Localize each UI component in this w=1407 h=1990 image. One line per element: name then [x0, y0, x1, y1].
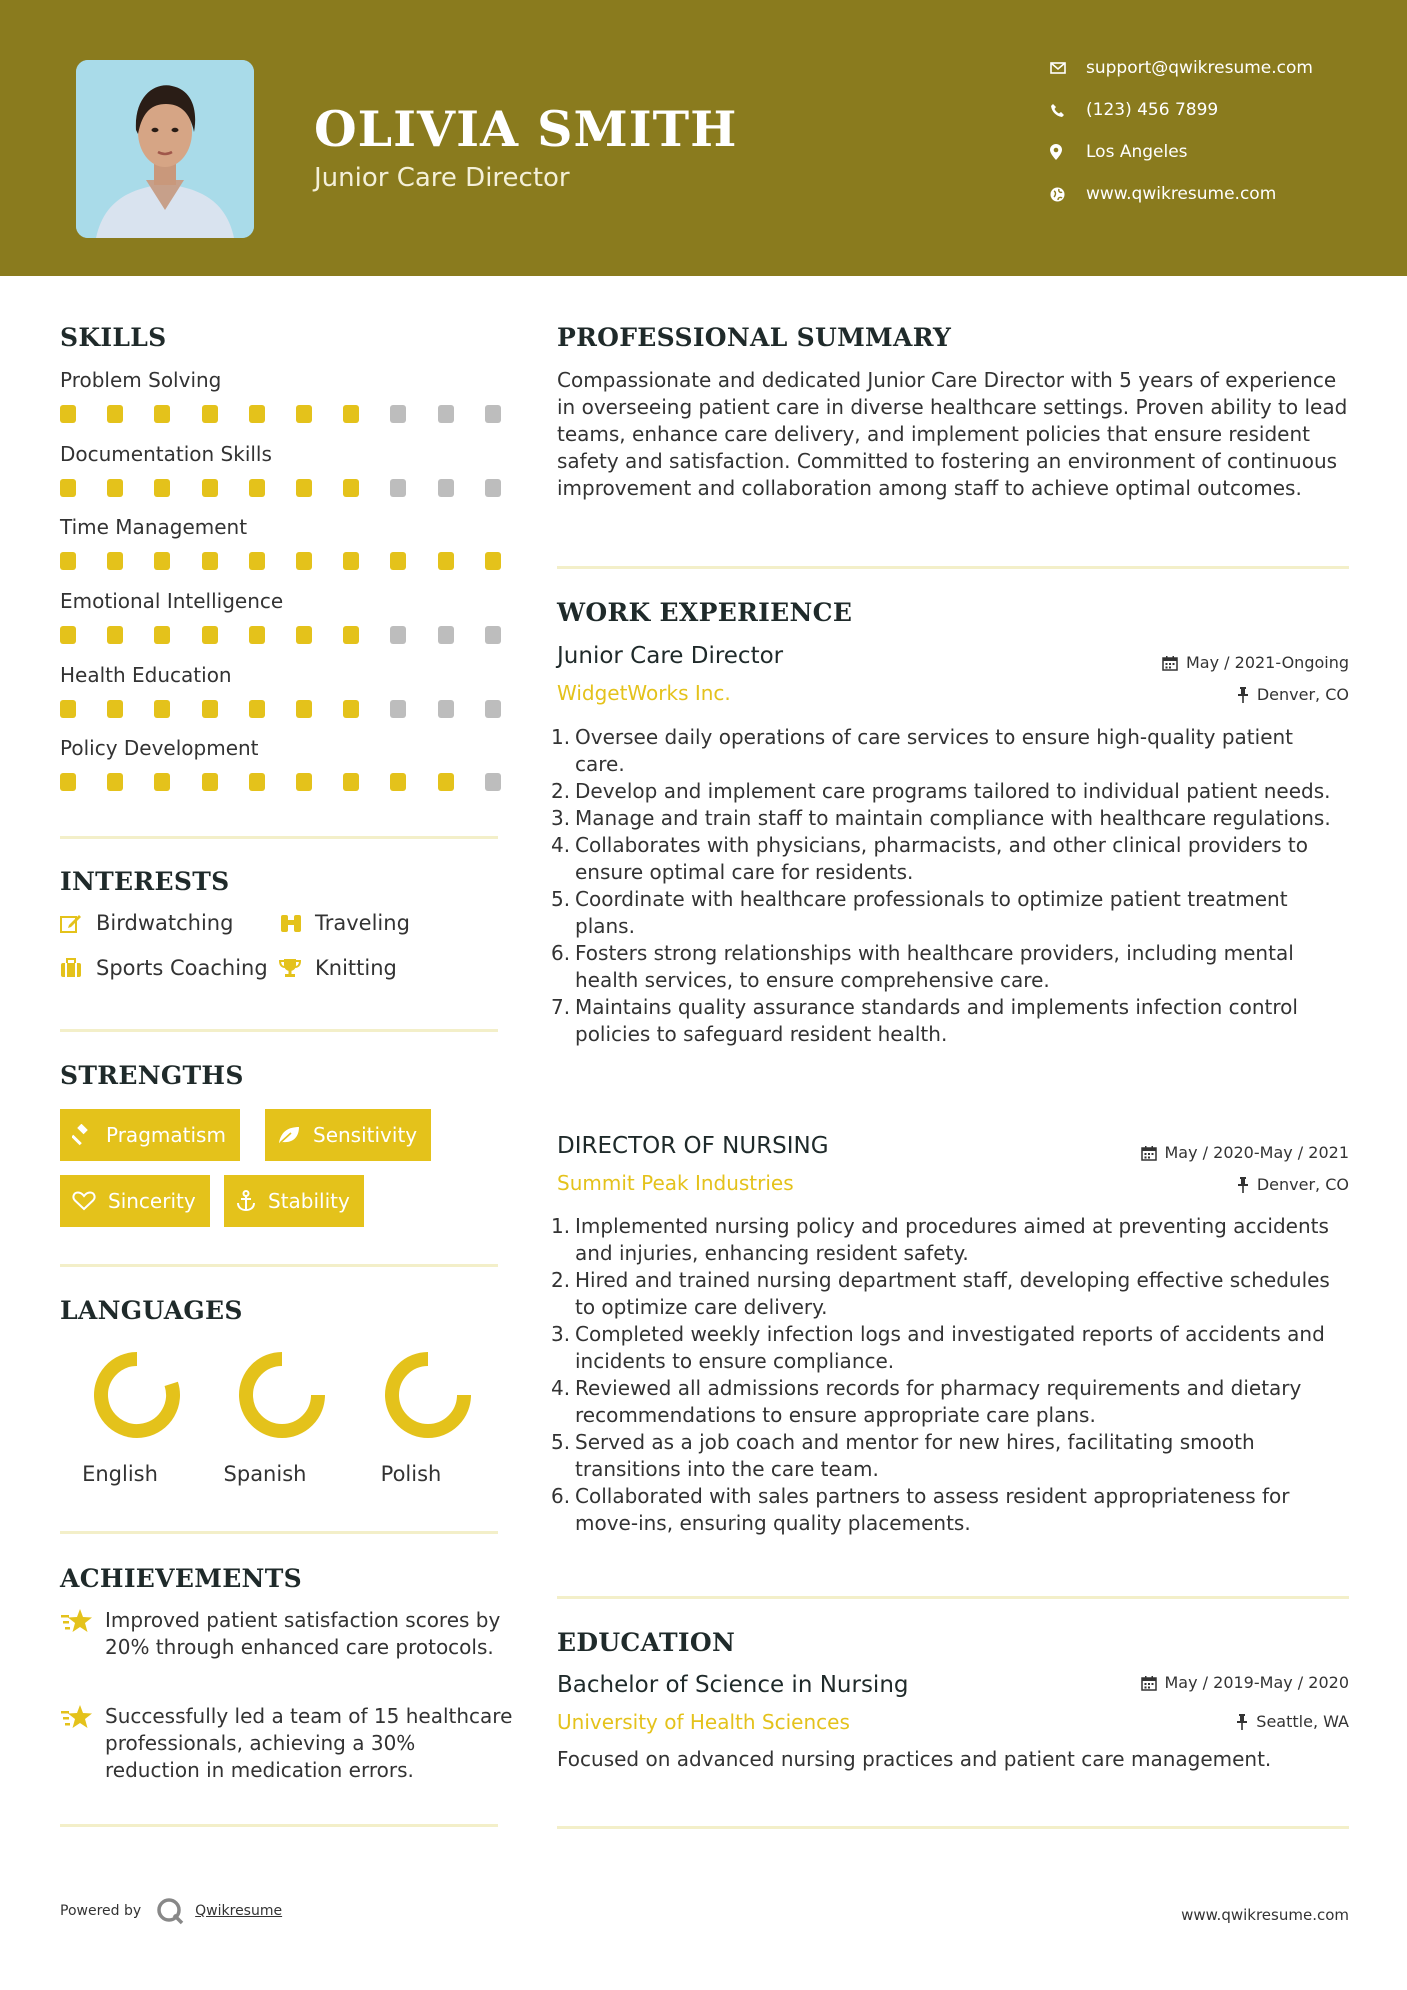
skill-rating [60, 773, 500, 791]
job-location: Denver, CO [1237, 1175, 1349, 1194]
skill-dot [249, 626, 265, 644]
interests-heading: INTERESTS [60, 867, 230, 896]
skill-rating [60, 405, 500, 423]
education-date: May / 2019-May / 2020 [1141, 1673, 1350, 1692]
skill-dot [107, 626, 123, 644]
skill-dot [390, 479, 406, 497]
skill-dot [249, 773, 265, 791]
strength-tag: Stability [224, 1175, 364, 1227]
skill-dot [60, 626, 76, 644]
contact-location: Los Angeles [1050, 140, 1188, 164]
section-divider [557, 1596, 1349, 1599]
strength-tag: Sincerity [60, 1175, 210, 1227]
resume-header [0, 0, 1407, 276]
degree-name: Bachelor of Science in Nursing [557, 1672, 909, 1698]
skill-dot [343, 773, 359, 791]
skill-dot [154, 552, 170, 570]
skill-dot [249, 479, 265, 497]
skill-dot [202, 552, 218, 570]
language-gauge [378, 1345, 478, 1445]
skill-dot [249, 700, 265, 718]
job-date: May / 2020-May / 2021 [1141, 1143, 1350, 1162]
qwikresume-logo-icon [155, 1896, 185, 1926]
skill-dot [390, 773, 406, 791]
skill-dot [343, 626, 359, 644]
skill-dot [202, 773, 218, 791]
skill-dot [485, 626, 501, 644]
skill-name: Time Management [60, 515, 248, 539]
achievements-heading: ACHIEVEMENTS [60, 1564, 302, 1593]
interest-item: Knitting [279, 956, 397, 980]
heart-icon [72, 1191, 96, 1211]
skill-dot [296, 405, 312, 423]
achievement-item: Successfully led a team of 15 healthcare professionals, achieving a 30% reduction in medication errors. [60, 1703, 510, 1788]
contact-email[interactable]: support@qwikresume.com [1050, 56, 1313, 80]
skill-dot [154, 405, 170, 423]
skill-name: Emotional Intelligence [60, 589, 284, 613]
star-icon [60, 1607, 94, 1639]
strength-tag: Sensitivity [265, 1109, 431, 1161]
company-name: WidgetWorks Inc. [557, 681, 731, 705]
pin-icon [1236, 1714, 1248, 1730]
star-icon [60, 1703, 94, 1735]
section-divider [60, 1531, 498, 1534]
skill-dot [107, 773, 123, 791]
skill-dot [202, 479, 218, 497]
skill-dot [485, 552, 501, 570]
achievement-item: Improved patient satisfaction scores by 20% through enhanced care protocols. [60, 1607, 510, 1692]
briefcase-icon [60, 958, 96, 978]
duty-item: 1. Implemented nursing policy and procedures aimed at preventing accidents and injuries, enhancing resident safety. [551, 1214, 1329, 1265]
duty-item: 6. Fosters strong relationships with healthcare providers, including mental health services, to ensure comprehensive care. [551, 941, 1294, 992]
skill-dot [202, 700, 218, 718]
language-item [45, 1345, 195, 1495]
candidate-title: Junior Care Director [314, 163, 570, 193]
duty-item: 3. Completed weekly infection logs and investigated reports of accidents and incidents to ensure compliance. [551, 1322, 1325, 1373]
skill-dot [60, 700, 76, 718]
skill-name: Documentation Skills [60, 442, 272, 466]
qwikresume-link[interactable]: Qwikresume [195, 1903, 283, 1919]
summary-heading: PROFESSIONAL SUMMARY [557, 323, 952, 352]
skill-dot [107, 700, 123, 718]
profile-photo [76, 60, 254, 238]
skill-name: Problem Solving [60, 368, 222, 392]
job-duties [551, 724, 1347, 1048]
duty-item: 4. Reviewed all admissions records for pharmacy requirements and dietary recommendations to ensure appropriate care plans. [551, 1376, 1302, 1427]
skill-dot [60, 773, 76, 791]
skill-dot [202, 626, 218, 644]
skill-dot [60, 479, 76, 497]
skill-dot [438, 773, 454, 791]
skill-dot [249, 552, 265, 570]
interest-item: Sports Coaching [60, 956, 268, 980]
leaf-icon [277, 1125, 301, 1145]
duty-item: 3. Manage and train staff to maintain compliance with healthcare regulations. [551, 806, 1331, 830]
globe-icon [1050, 187, 1086, 202]
section-divider [60, 1824, 498, 1827]
footer-powered-by: Powered by Qwikresume [60, 1896, 282, 1926]
phone-icon [1050, 103, 1086, 118]
skill-dot [60, 405, 76, 423]
job-date: May / 2021-Ongoing [1162, 653, 1349, 672]
skill-dot [343, 700, 359, 718]
contact-website[interactable]: www.qwikresume.com [1050, 182, 1276, 206]
skill-dot [438, 626, 454, 644]
section-divider [60, 1264, 498, 1267]
education-heading: EDUCATION [557, 1628, 736, 1657]
skill-dot [107, 405, 123, 423]
summary-text: Compassionate and dedicated Junior Care Director with 5 years of experience in overseeing patient care in diverse healthcare settings. Proven ability to lead teams, enhance care delivery, and implement policies that ensure resident safety and satisfaction. Committed to fostering an environment of continuous improvement and collaboration among staff to achieve optimal outcomes. [557, 368, 1348, 500]
skill-rating [60, 700, 500, 718]
duty-item: 1. Oversee daily operations of care services to ensure high-quality patient care. [551, 725, 1294, 776]
skill-dot [107, 552, 123, 570]
duty-item: 2. Develop and implement care programs tailored to individual patient needs. [551, 779, 1331, 803]
binoculars-icon [279, 913, 315, 933]
skill-dot [296, 479, 312, 497]
section-divider [60, 1029, 498, 1032]
duty-item: 4. Collaborates with physicians, pharmacists, and other clinical providers to ensure optimal care for residents. [551, 833, 1308, 884]
skill-rating [60, 626, 500, 644]
skill-dot [438, 479, 454, 497]
job-duties [551, 1213, 1347, 1537]
language-item [190, 1345, 340, 1495]
section-divider [557, 1826, 1349, 1829]
skill-dot [296, 626, 312, 644]
skill-name: Policy Development [60, 736, 259, 760]
skill-dot [249, 405, 265, 423]
languages-heading: LANGUAGES [60, 1296, 243, 1325]
candidate-name: OLIVIA SMITH [314, 100, 738, 158]
job-location: Denver, CO [1237, 685, 1349, 704]
skill-dot [343, 552, 359, 570]
duty-item: 6. Collaborated with sales partners to assess resident appropriateness for move-ins, ensuring quality placements. [551, 1484, 1290, 1535]
skill-dot [390, 700, 406, 718]
duty-item: 5. Served as a job coach and mentor for new hires, facilitating smooth transitions into the care team. [551, 1430, 1255, 1481]
skill-dot [343, 405, 359, 423]
skill-dot [438, 700, 454, 718]
skill-dot [438, 552, 454, 570]
skill-dot [296, 552, 312, 570]
skill-dot [107, 479, 123, 497]
skill-dot [296, 773, 312, 791]
strengths-heading: STRENGTHS [60, 1061, 244, 1090]
section-divider [60, 836, 498, 839]
pin-icon [1237, 687, 1249, 703]
duty-item: 5. Coordinate with healthcare professionals to optimize patient treatment plans. [551, 887, 1288, 938]
skill-dot [343, 479, 359, 497]
job-title: DIRECTOR OF NURSING [557, 1133, 829, 1159]
school-name: University of Health Sciences [557, 1710, 850, 1734]
pin-icon [1237, 1177, 1249, 1193]
map-marker-icon [1050, 144, 1086, 160]
skill-dot [485, 479, 501, 497]
skill-dot [202, 405, 218, 423]
company-name: Summit Peak Industries [557, 1171, 794, 1195]
language-gauge [87, 1345, 187, 1445]
interest-item: Traveling [279, 911, 410, 935]
skill-dot [390, 552, 406, 570]
duty-item: 7. Maintains quality assurance standards and implements infection control policies to safeguard resident health. [551, 995, 1298, 1046]
skill-dot [154, 479, 170, 497]
trophy-icon [279, 958, 315, 978]
skill-dot [154, 626, 170, 644]
language-item [336, 1345, 486, 1495]
contact-phone[interactable]: (123) 456 7899 [1050, 98, 1218, 122]
work-heading: WORK EXPERIENCE [557, 598, 853, 627]
calendar-icon [1162, 655, 1178, 671]
skill-rating [60, 552, 500, 570]
skill-dot [485, 700, 501, 718]
job-title: Junior Care Director [557, 643, 784, 669]
skill-rating [60, 479, 500, 497]
skill-dot [485, 405, 501, 423]
envelope-icon [1050, 62, 1086, 74]
skill-dot [296, 700, 312, 718]
skill-name: Health Education [60, 663, 232, 687]
anchor-icon [236, 1190, 256, 1212]
calendar-icon [1141, 1145, 1157, 1161]
interest-item: Birdwatching [60, 911, 233, 935]
skill-dot [390, 405, 406, 423]
language-name: Spanish [223, 1462, 307, 1486]
footer-website[interactable]: www.qwikresume.com [1181, 1906, 1349, 1924]
skill-dot [154, 700, 170, 718]
gavel-icon [72, 1124, 94, 1146]
language-gauge [232, 1345, 332, 1445]
skill-dot [154, 773, 170, 791]
education-description: Focused on advanced nursing practices and patient care management. [557, 1747, 1272, 1771]
strength-tag: Pragmatism [60, 1109, 240, 1161]
pencil-square-icon [60, 913, 96, 933]
skill-dot [438, 405, 454, 423]
section-divider [557, 566, 1349, 569]
education-location: Seattle, WA [1236, 1712, 1349, 1731]
language-name: English [82, 1462, 158, 1486]
skill-dot [485, 773, 501, 791]
skill-dot [60, 552, 76, 570]
calendar-icon [1141, 1675, 1157, 1691]
skills-heading: SKILLS [60, 323, 167, 352]
skill-dot [390, 626, 406, 644]
duty-item: 2. Hired and trained nursing department staff, developing effective schedules to optimize care delivery. [551, 1268, 1330, 1319]
language-name: Polish [380, 1462, 442, 1486]
